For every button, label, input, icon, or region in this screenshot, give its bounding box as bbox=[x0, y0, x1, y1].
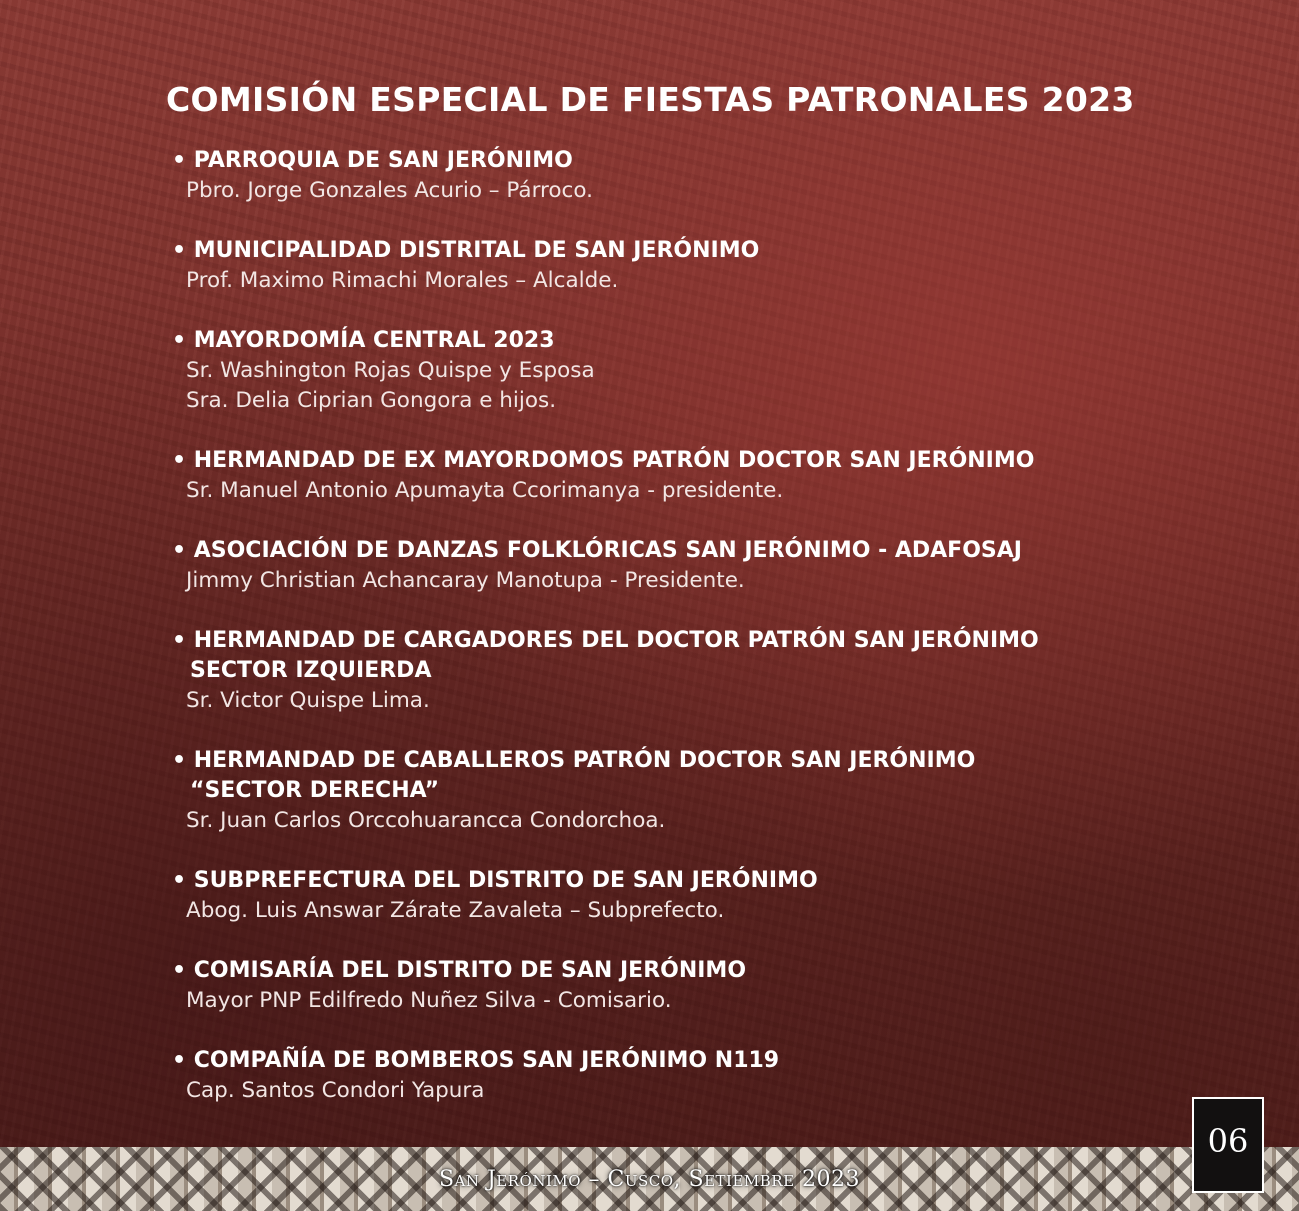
footer-text: San Jerónimo – Cusco, Setiembre 2023 bbox=[438, 1167, 861, 1192]
sections-list bbox=[172, 146, 1172, 1106]
section-heading bbox=[172, 956, 1172, 986]
section-detail: Cap. Santos Condori Yapura bbox=[186, 1078, 485, 1103]
section-heading-line: • HERMANDAD DE CABALLEROS PATRÓN DOCTOR SAN JERÓNIMO bbox=[172, 748, 976, 773]
section-item bbox=[172, 626, 1172, 716]
section-detail: Sr. Victor Quispe Lima. bbox=[186, 688, 430, 713]
section-detail: Prof. Maximo Rimachi Morales – Alcalde. bbox=[186, 268, 619, 293]
section-heading-line: • MUNICIPALIDAD DISTRITAL DE SAN JERÓNIMO bbox=[172, 238, 760, 263]
section-heading bbox=[172, 866, 1172, 896]
section-heading-line: • HERMANDAD DE EX MAYORDOMOS PATRÓN DOCTOR SAN JERÓNIMO bbox=[172, 448, 1035, 473]
section-item bbox=[172, 866, 1172, 926]
page-title: COMISIÓN ESPECIAL DE FIESTAS PATRONALES 2023 bbox=[166, 80, 1135, 119]
section-item bbox=[172, 746, 1172, 836]
section-heading-continuation: “SECTOR DERECHA” bbox=[190, 778, 440, 803]
section-heading-line: • SUBPREFECTURA DEL DISTRITO DE SAN JERÓNIMO bbox=[172, 868, 818, 893]
section-item bbox=[172, 146, 1172, 206]
section-detail: Jimmy Christian Achancaray Manotupa - Presidente. bbox=[186, 568, 745, 593]
section-detail: Mayor PNP Edilfredo Nuñez Silva - Comisario. bbox=[186, 988, 672, 1013]
section-heading-line: • COMPAÑÍA DE BOMBEROS SAN JERÓNIMO N119 bbox=[172, 1048, 780, 1073]
section-item bbox=[172, 236, 1172, 296]
section-heading-continuation: SECTOR IZQUIERDA bbox=[190, 658, 432, 683]
section-item bbox=[172, 446, 1172, 506]
section-heading-line: • PARROQUIA DE SAN JERÓNIMO bbox=[172, 148, 573, 173]
section-detail: Sr. Juan Carlos Orccohuarancca Condorchoa. bbox=[186, 808, 666, 833]
section-heading bbox=[172, 236, 1172, 266]
section-heading-line: • ASOCIACIÓN DE DANZAS FOLKLÓRICAS SAN JERÓNIMO - ADAFOSAJ bbox=[172, 538, 1022, 563]
section-heading bbox=[172, 536, 1172, 566]
section-heading-line: • MAYORDOMÍA CENTRAL 2023 bbox=[172, 328, 555, 353]
section-heading-line: • COMISARÍA DEL DISTRITO DE SAN JERÓNIMO bbox=[172, 958, 747, 983]
section-detail: Pbro. Jorge Gonzales Acurio – Párroco. bbox=[186, 178, 593, 203]
section-detail: Sr. Manuel Antonio Apumayta Ccorimanya - presidente. bbox=[186, 478, 784, 503]
section-detail: Sr. Washington Rojas Quispe y Esposa bbox=[186, 358, 595, 383]
section-heading bbox=[172, 146, 1172, 176]
section-heading-line: • HERMANDAD DE CARGADORES DEL DOCTOR PATRÓN SAN JERÓNIMO bbox=[172, 628, 1039, 653]
section-item bbox=[172, 956, 1172, 1016]
section-heading bbox=[172, 746, 1172, 806]
page-number-badge: 06 bbox=[1192, 1097, 1264, 1193]
section-heading bbox=[172, 1046, 1172, 1076]
section-item bbox=[172, 326, 1172, 416]
section-item bbox=[172, 1046, 1172, 1106]
section-item bbox=[172, 536, 1172, 596]
section-heading bbox=[172, 626, 1172, 686]
section-heading bbox=[172, 446, 1172, 476]
section-detail: Sra. Delia Ciprian Gongora e hijos. bbox=[186, 388, 557, 413]
section-heading bbox=[172, 326, 1172, 356]
section-detail: Abog. Luis Answar Zárate Zavaleta – Subprefecto. bbox=[186, 898, 725, 923]
